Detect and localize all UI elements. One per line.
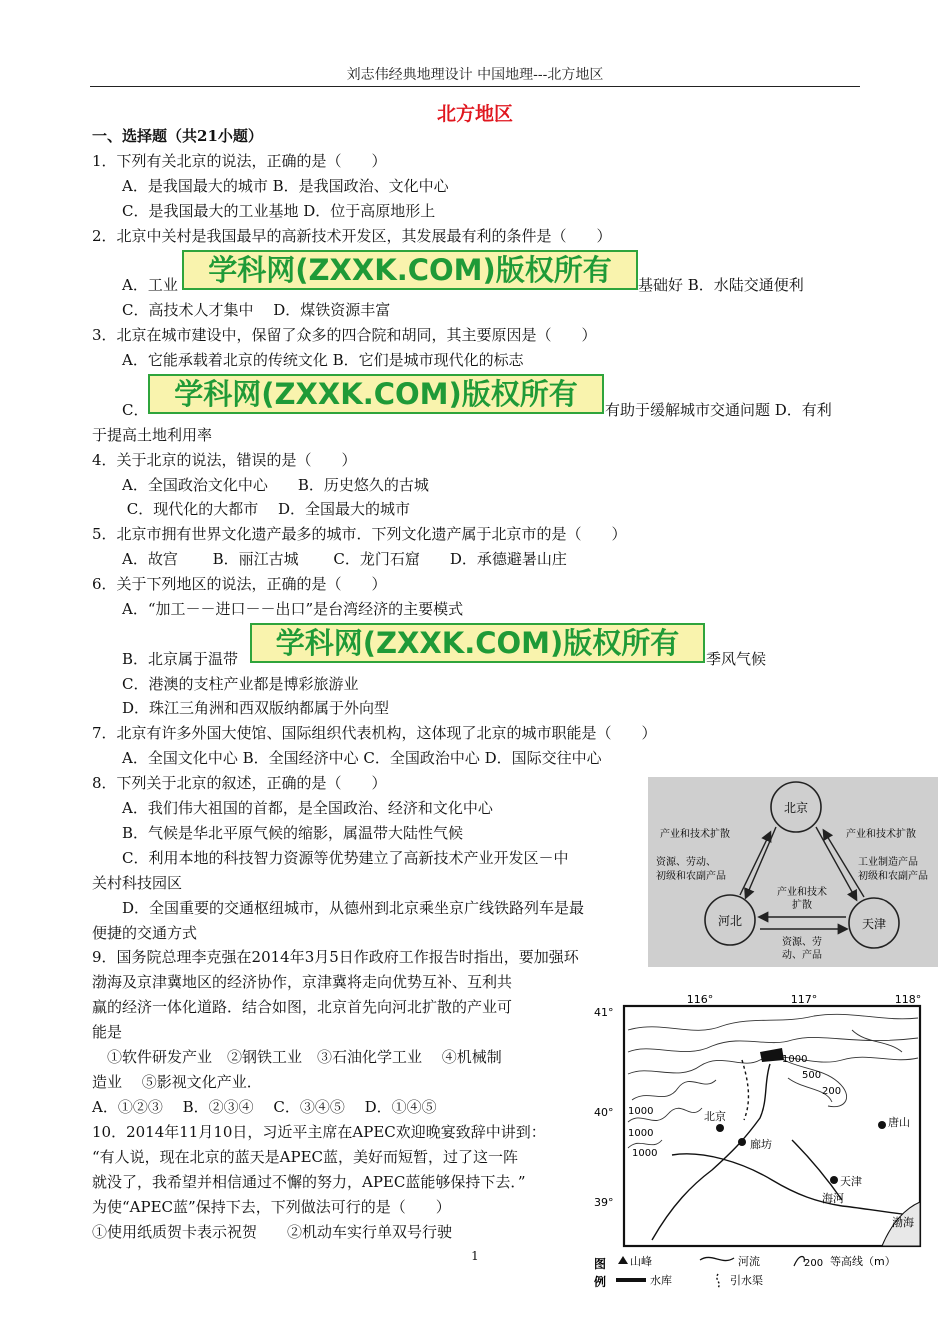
page-number: 1 [471, 1249, 479, 1263]
q8-option-c-cont: 关村科技园区 [92, 874, 183, 892]
q9-options: A．①②③ B．②③④ C．③④⑤ D．①④⑤ [92, 1098, 437, 1116]
left-arrow-label: 产业和技术扩散 [660, 829, 730, 840]
legend-peak: 山峰 [630, 1255, 652, 1268]
question-5: 5．北京市拥有世界文化遗产最多的城市．下列文化遗产属于北京市的是（ ） [92, 525, 627, 543]
q1-options-cd: C．是我国最大的工业基地 D．位于高原地形上 [92, 202, 436, 220]
beijing-label: 北京 [783, 801, 809, 815]
right-goods-line-2: 初级和农副产品 [858, 871, 928, 882]
right-arrow-label: 产业和技术扩散 [846, 829, 916, 840]
map-tianjin-label: 天津 [840, 1175, 862, 1188]
page-title: 北方地区 [436, 103, 513, 125]
q8-option-c: C．利用本地的科技智力资源等优势建立了高新技术产业开发区－中 [92, 849, 569, 867]
legend-river: 河流 [738, 1255, 760, 1268]
legend-title-2: 例 [594, 1275, 607, 1289]
q6-option-a: A．“加工－－进口－－出口”是台湾经济的主要模式 [92, 600, 464, 618]
map-beijing-label: 北京 [704, 1110, 726, 1123]
tianjin-label: 天津 [861, 917, 887, 931]
lat-40-label: 40° [594, 1106, 614, 1119]
watermark-banner: 学科网(ZXXK.COM)版权所有 [148, 374, 604, 414]
lon-117-label: 117° [790, 993, 818, 1006]
q6-option-b-end: 季风气候 [706, 650, 767, 668]
q6-option-c: C．港澳的支柱产业都是博彩旅游业 [92, 675, 359, 693]
watermark-banner: 学科网(ZXXK.COM)版权所有 [182, 250, 638, 290]
contour-1000-label: 1000 [628, 1128, 654, 1139]
q8-option-d: D．全国重要的交通枢纽城市，从德州到北京乘坐京广线铁路列车是最 [92, 899, 585, 917]
contour-200-label: 200 [822, 1086, 842, 1097]
beijing-tianjin-map [592, 990, 932, 1290]
q2-option-a-start: A．工业 [92, 276, 178, 294]
q4-options-cd: C．现代化的大都市 D．全国最大的城市 [92, 500, 411, 518]
legend-contour: 等高线（m） [830, 1255, 896, 1268]
q6-option-b-start: B．北京属于温带 [92, 650, 239, 668]
lon-116-label: 116° [686, 993, 714, 1006]
q3-option-d-cont: 于提高土地利用率 [92, 426, 213, 444]
question-10-cont-1: “有人说，现在北京的蓝天是APEC蓝，美好而短暂，过了这一阵 [92, 1148, 519, 1166]
tangshan-dot [878, 1121, 886, 1129]
q10-choices: ①使用纸质贺卡表示祝贺 ②机动车实行单双号行驶 [92, 1223, 453, 1241]
question-10-cont-2: 就没了，我希望并相信通过不懈的努力，APEC蓝能够保持下去．” [92, 1173, 526, 1191]
industry-diffusion-diagram [648, 777, 938, 967]
contour-500-label: 500 [802, 1070, 822, 1081]
beijing-dot [716, 1124, 724, 1132]
q8-option-b: B．气候是华北平原气候的缩影，属温带大陆性气候 [92, 824, 464, 842]
question-8: 8．下列关于北京的叙述，正确的是（ ） [92, 774, 387, 792]
arrow-beijing-hebei [746, 827, 776, 897]
q3-option-c-end: 有助于缓解城市交通问题 D．有利 [605, 401, 832, 419]
contour-1000-label: 1000 [628, 1106, 654, 1117]
header-divider [90, 86, 860, 87]
legend-title-1: 图 [594, 1257, 607, 1271]
map-tangshan-label: 唐山 [888, 1116, 910, 1129]
q4-options-ab: A．全国政治文化中心 B．历史悠久的古城 [92, 476, 429, 494]
right-goods-line-1: 工业制造产品 [858, 857, 918, 868]
question-7: 7．北京有许多外国大使馆、国际组织代表机构，这体现了北京的城市职能是（ ） [92, 724, 657, 742]
q9-choices-cont: 造业 ⑤影视文化产业． [92, 1073, 262, 1091]
q5-options: A．故宫 B．丽江古城 C．龙门石窟 D．承德避暑山庄 [92, 550, 567, 568]
q8-option-a: A．我们伟大祖国的首都，是全国政治、经济和文化中心 [92, 799, 493, 817]
question-3: 3．北京在城市建设中，保留了众多的四合院和胡同，其主要原因是（ ） [92, 326, 597, 344]
question-1: 1．下列有关北京的说法，正确的是（ ） [92, 152, 387, 170]
bottom-resources-line-2: 动、产品 [782, 950, 822, 961]
bottom-resources-line-1: 资源、劳 [782, 937, 822, 948]
contour-1000-label: 1000 [632, 1148, 658, 1159]
q8-option-d-cont: 便捷的交通方式 [92, 924, 198, 942]
q9-choices: ①软件研发产业 ②钢铁工业 ③石油化学工业 ④机械制 [92, 1048, 502, 1066]
question-4: 4．关于北京的说法，错误的是（ ） [92, 451, 357, 469]
map-bohai-label: 渤海 [892, 1216, 914, 1229]
left-resources-line-1: 资源、劳动、 [656, 857, 716, 868]
arrow-hebei-beijing [740, 833, 770, 895]
contour-1000-label: 1000 [782, 1054, 808, 1065]
q3-option-c-start: C． [92, 401, 149, 419]
legend-contour-number: 200 [804, 1258, 824, 1269]
q3-options-ab: A．它能承载着北京的传统文化 B．它们是城市现代化的标志 [92, 351, 524, 369]
bottom-arrow-line-1: 产业和技术 [777, 887, 827, 898]
question-9: 9．国务院总理李克强在2014年3月5日作政府工作报告时指出，要加强环 [92, 948, 579, 966]
watermark-banner: 学科网(ZXXK.COM)版权所有 [250, 623, 705, 663]
question-6: 6．关于下列地区的说法，正确的是（ ） [92, 575, 387, 593]
question-2: 2．北京中关村是我国最早的高新技术开发区，其发展最有利的条件是（ ） [92, 227, 612, 245]
question-10: 10．2014年11月10日，习近平主席在APEC欢迎晚宴致辞中讲到： [92, 1123, 546, 1141]
langfang-dot [738, 1138, 746, 1146]
left-resources-line-2: 初级和农副产品 [656, 871, 726, 882]
q1-options-ab: A．是我国最大的城市 B．是我国政治、文化中心 [92, 177, 449, 195]
map-langfang-label: 廊坊 [750, 1138, 772, 1151]
lon-118-label: 118° [894, 993, 922, 1006]
q6-option-d: D．珠江三角洲和西双版纳都属于外向型 [92, 699, 390, 717]
page-header: 刘志伟经典地理设计 中国地理---北方地区 [346, 67, 604, 83]
bottom-arrow-line-2: 扩散 [792, 900, 812, 911]
tianjin-dot [830, 1176, 838, 1184]
section-heading: 一、选择题（共21小题） [92, 127, 263, 145]
lat-41-label: 41° [594, 1006, 614, 1019]
canal-icon [717, 1274, 719, 1288]
hebei-label: 河北 [717, 914, 743, 928]
map-haihe-label: 海河 [822, 1192, 844, 1205]
q7-options: A．全国文化中心 B．全国经济中心 C．全国政治中心 D．国际交往中心 [92, 749, 602, 767]
question-9-cont-3: 能是 [92, 1023, 123, 1041]
q2-option-a-end: 基础好 B．水陆交通便利 [638, 276, 804, 294]
question-9-cont-1: 渤海及京津冀地区的经济协作，京津冀将走向优势互补、互利共 [92, 973, 513, 991]
lat-39-label: 39° [594, 1196, 614, 1209]
question-9-cont-2: 赢的经济一体化道路．结合如图，北京首先向河北扩散的产业可 [92, 998, 513, 1016]
question-10-cont-3: 为使“APEC蓝”保持下去，下列做法可行的是（ ） [92, 1198, 451, 1216]
q2-options-cd: C．高技术人才集中 D．煤铁资源丰富 [92, 301, 391, 319]
legend-reservoir: 水库 [650, 1274, 672, 1287]
legend-canal: 引水渠 [730, 1274, 763, 1287]
